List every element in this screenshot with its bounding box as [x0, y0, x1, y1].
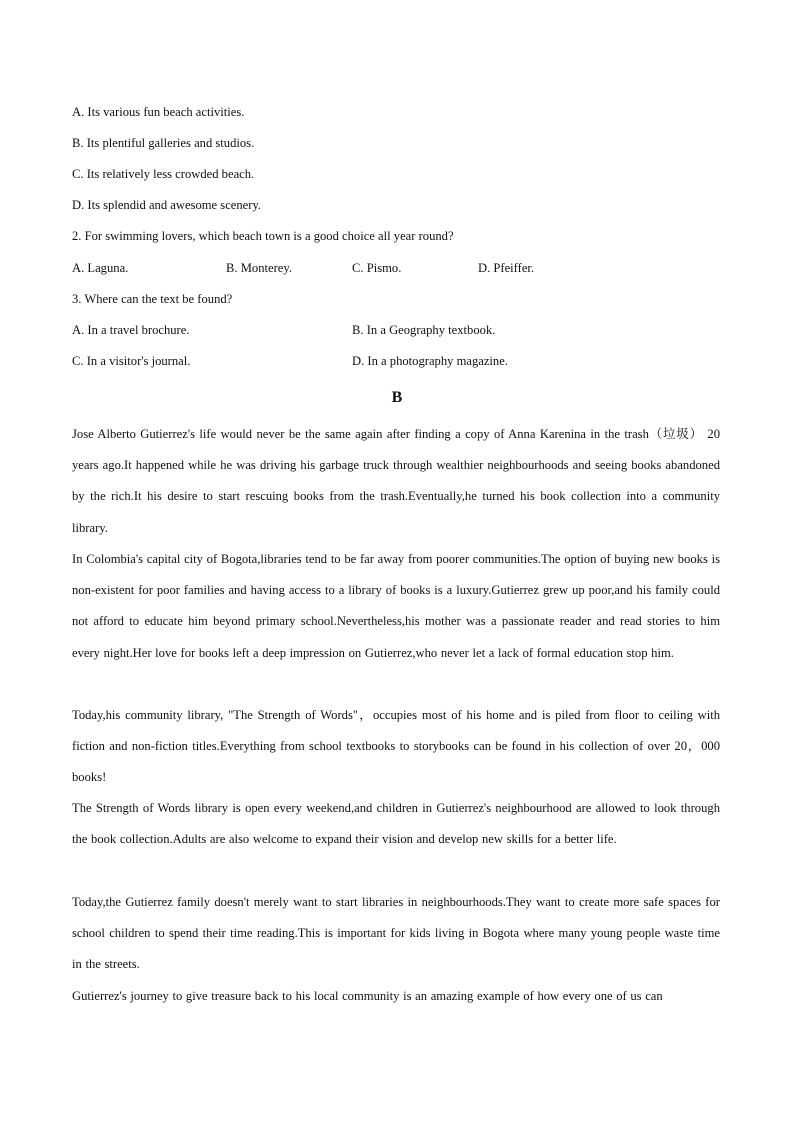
q3-option-b: B. In a Geography textbook. [352, 323, 496, 337]
q3-question: 3. Where can the text be found? [72, 292, 233, 306]
section-title: B [391, 389, 403, 406]
q3-option-c: C. In a visitor's journal. [72, 354, 191, 368]
paragraph-5: Today,the Gutierrez family doesn't merely want to start libraries in neighbourhoods.They want to create more safe spaces for school children to spend their time reading.This is important for kids living in Bogota where many young people waste time in the streets. [72, 895, 720, 972]
paragraph-4: The Strength of Words library is open every weekend,and children in Gutierrez's neighbourhood are allowed to look through the book collection.Adults are also welcome to expand their vision and develop new skills for a better life. [72, 801, 720, 847]
paragraph-6: Gutierrez's journey to give treasure back to his local community is an amazing example of how every one of us can [72, 989, 663, 1003]
q2-option-d: D. Pfeiffer. [478, 261, 535, 275]
paragraph-3: Today,his community library, "The Strength of Words"，occupies most of his home and is piled from floor to ceiling with fiction and non-fiction titles.Everything from school textbooks to storybooks can be found in his collection of over 20，000 books! [72, 708, 720, 785]
paragraph-2: In Colombia's capital city of Bogota,libraries tend to be far away from poorer communities.The option of buying new books is non-existent for poor families and having access to a library of books is a luxury.Gutierrez grew up poor,and his family could not afford to educate him beyond primary school.Nevertheless,his mother was a passionate reader and read stories to him every night.Her love for books left a deep impression on Gutierrez,who never let a lack of formal education stop him. [72, 552, 720, 660]
q2-question: 2. For swimming lovers, which beach town is a good choice all year round? [72, 229, 454, 243]
q1-option-b: B. Its plentiful galleries and studios. [72, 136, 255, 150]
q2-option-b: B. Monterey. [226, 261, 292, 275]
q3-option-a: A. In a travel brochure. [72, 323, 190, 337]
q1-option-c: C. Its relatively less crowded beach. [72, 167, 255, 181]
q2-option-a: A. Laguna. [72, 261, 129, 275]
q2-option-c: C. Pismo. [352, 261, 402, 275]
q3-option-d: D. In a photography magazine. [352, 354, 508, 368]
paragraph-1: Jose Alberto Gutierrez's life would never be the same again after finding a copy of Anna Karenina in the trash（垃圾） 20 years ago.It happened while he was driving his garbage truck through wealthier neighbourhoods and seeing books abandoned by the rich.It his desire to start rescuing books from the trash.Eventually,he turned his book collection into a community library. [72, 427, 720, 535]
q1-option-a: A. Its various fun beach activities. [72, 105, 245, 119]
q1-option-d: D. Its splendid and awesome scenery. [72, 198, 262, 212]
